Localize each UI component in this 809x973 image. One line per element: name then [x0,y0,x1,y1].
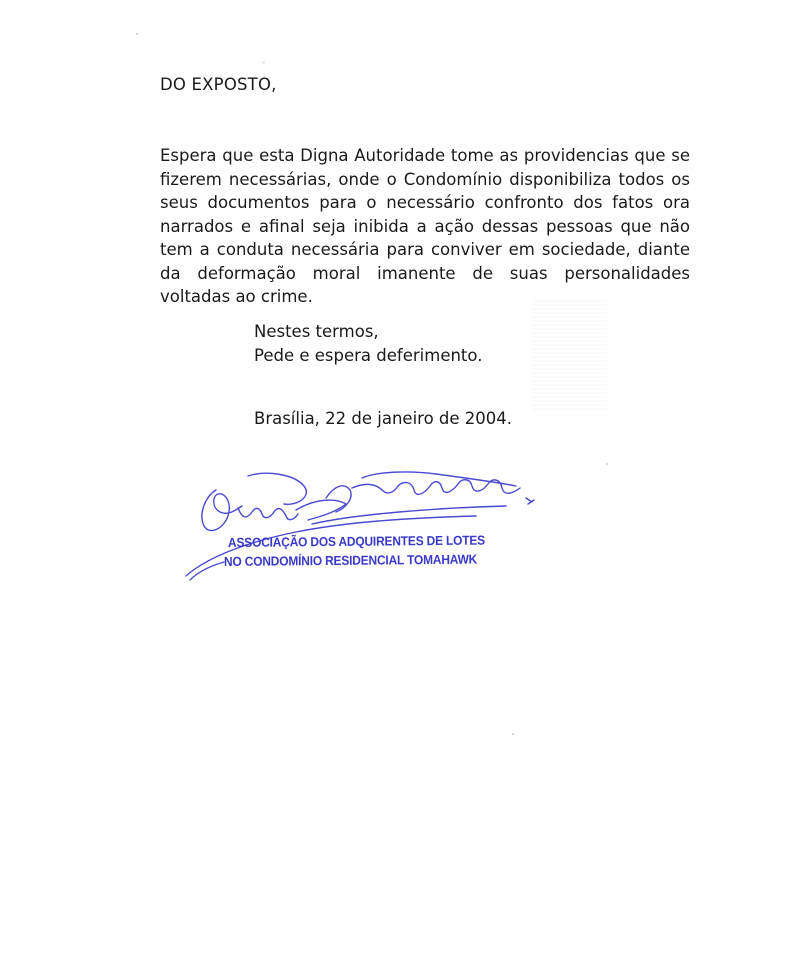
scan-speck [512,733,514,735]
stamp-text-line-2: NO CONDOMÍNIO RESIDENCIAL TOMAHAWK [223,551,478,569]
scan-speck [262,62,265,63]
scan-speck [606,463,608,465]
body-paragraph: Espera que esta Digna Autoridade tome as providencias que se fizerem necessárias, onde o Condomínio disponibiliza todos os seus documentos para o necessário confronto dos fatos ora narrados e afinal seja inibida a ação dessas pessoas que não tem a conduta necessária para conviver em sociedade, diante da deformação moral imanente de suas personalidades voltadas ao crime. [160,146,690,306]
stamp-text-line-1: ASSOCIAÇÃO DOS ADQUIRENTES DE LOTES [227,532,485,550]
closing-block [254,320,482,368]
closing-line-request: Pede e espera deferimento. [254,346,483,365]
closing-line-terms: Nestes termos, [254,322,379,341]
section-heading: DO EXPOSTO, [160,75,277,94]
scan-speck [136,33,138,35]
signature-stamp [176,468,546,598]
scan-artifact [532,300,607,410]
place-date-line: Brasília, 22 de janeiro de 2004. [254,409,513,428]
